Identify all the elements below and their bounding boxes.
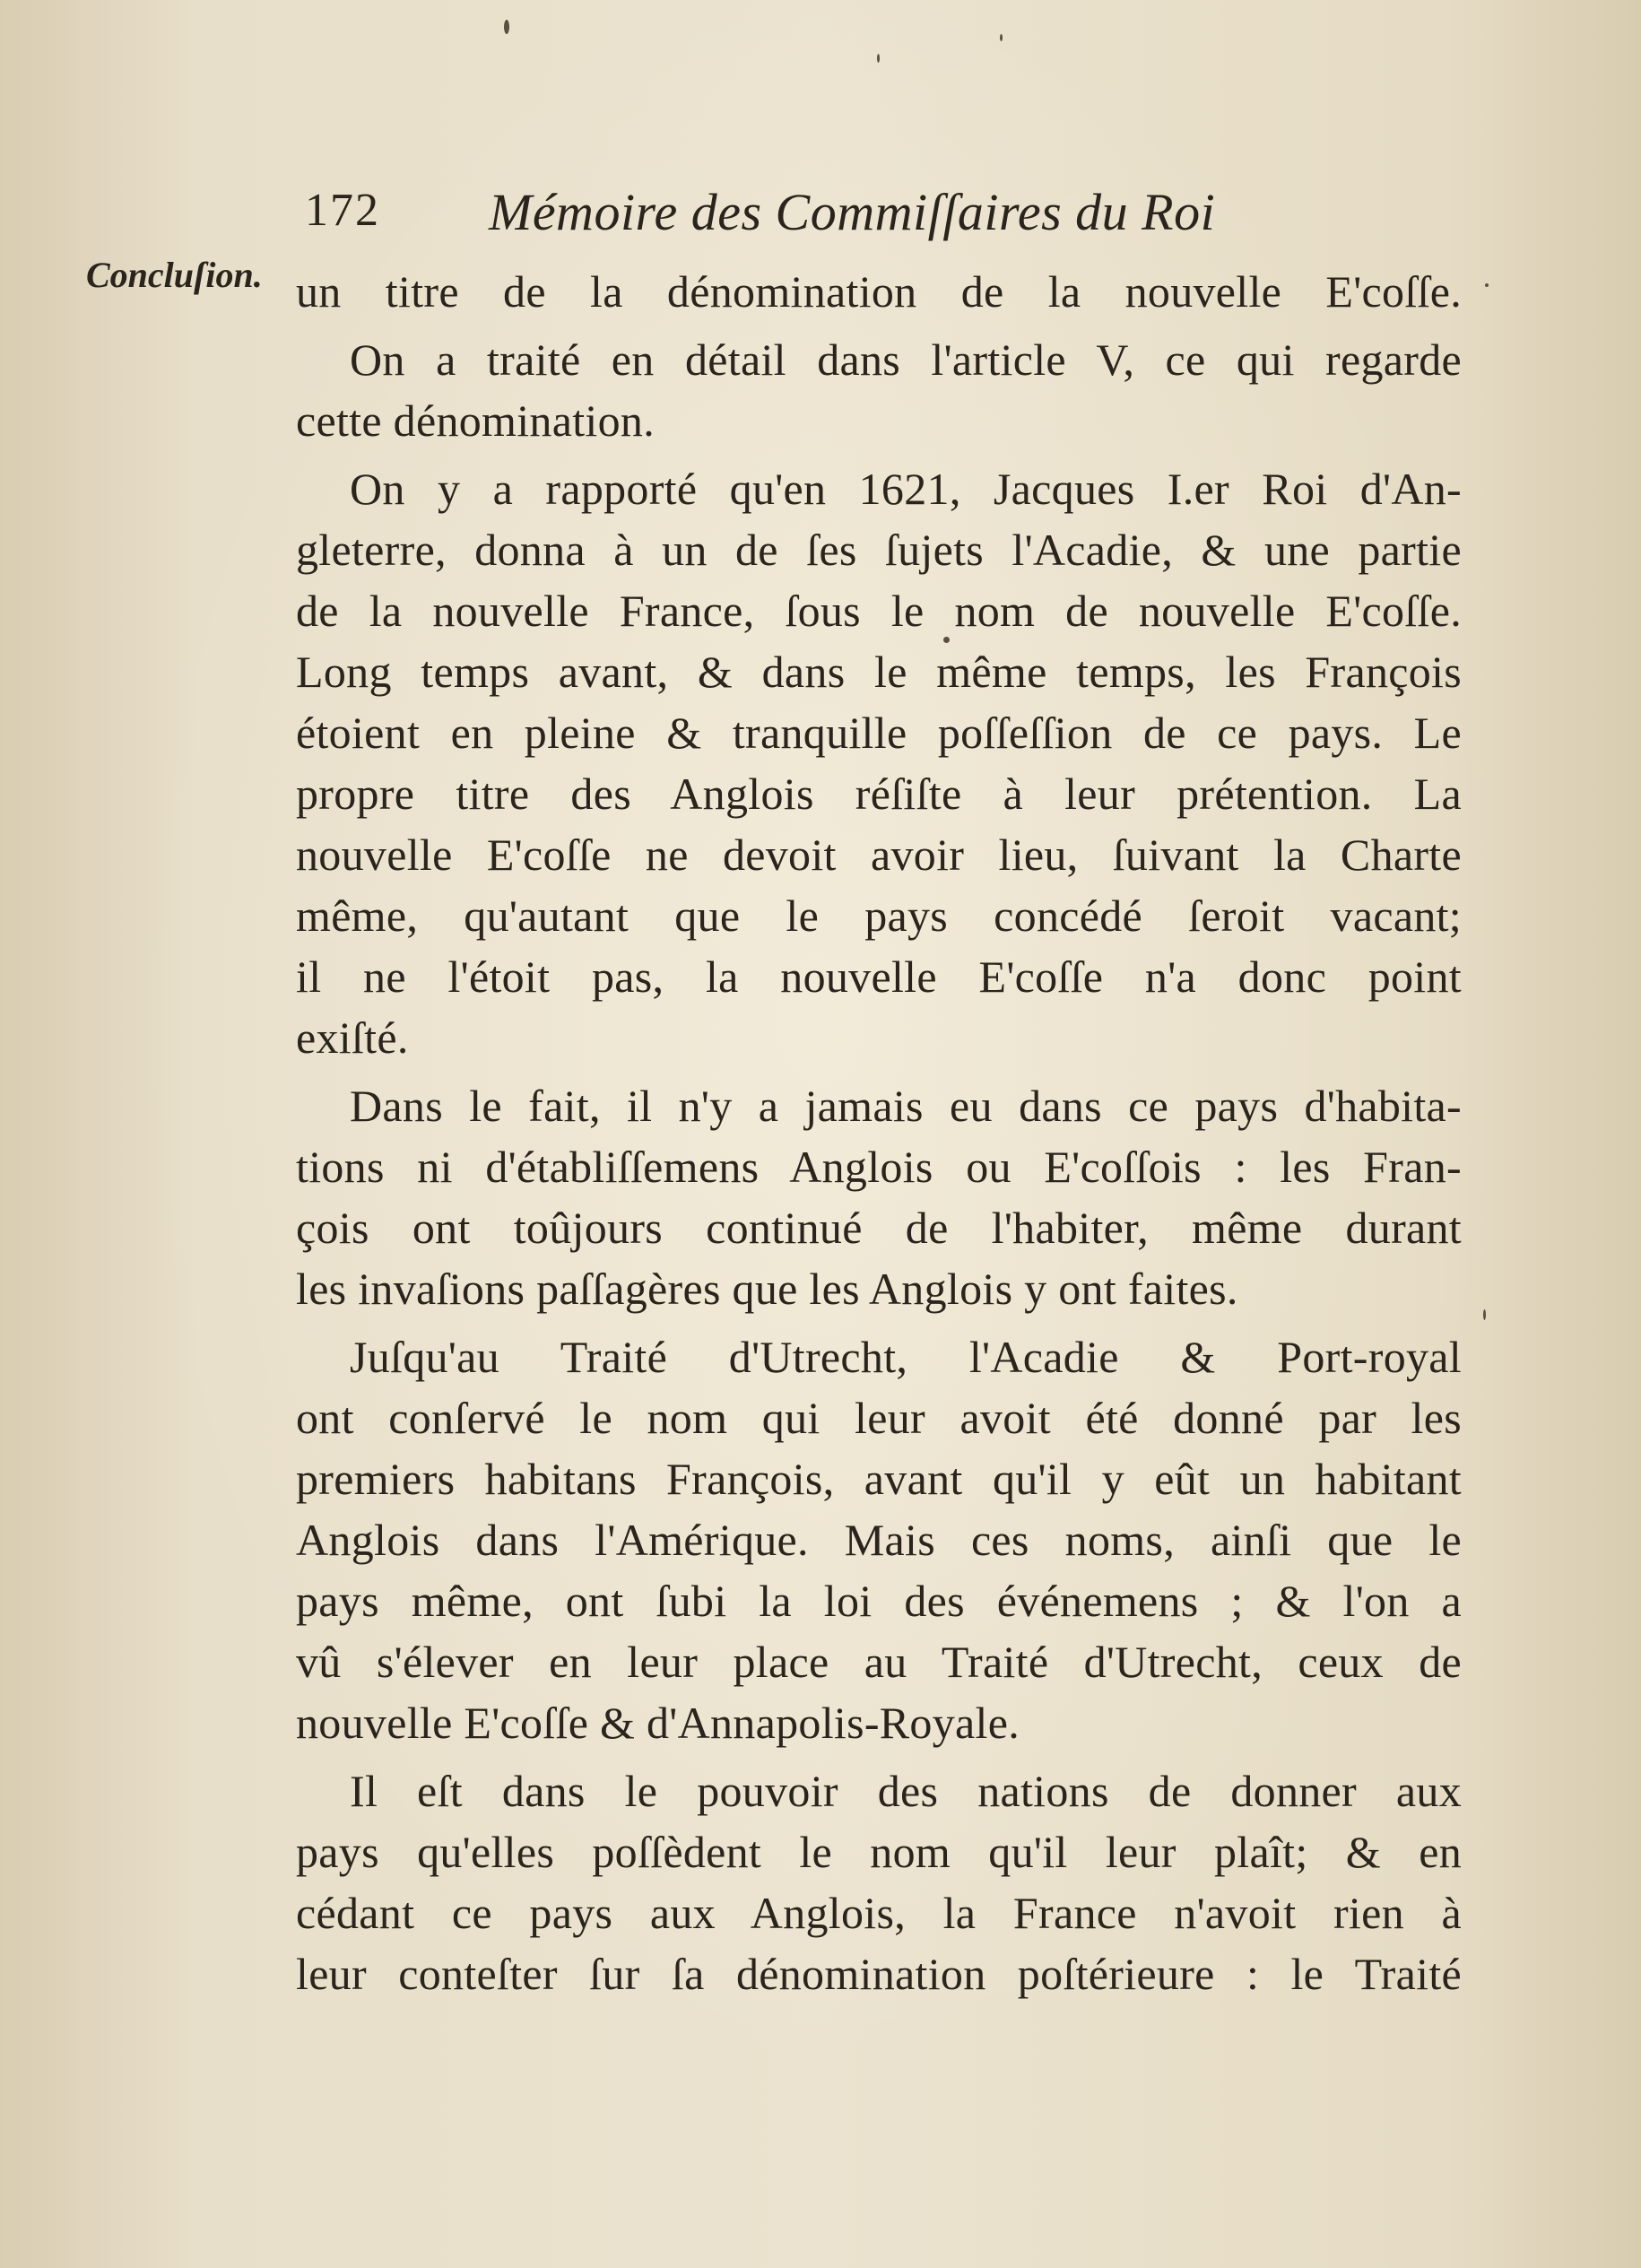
ink-speck [1000,34,1003,41]
text-line: tions ni d'établiſſemens Anglois ou E'coſſois : les Fran- [296,1142,1462,1192]
text-line: ont conſervé le nom qui leur avoit été donné par les [296,1393,1462,1443]
text-line: pays même, ont ſubi la loi des événemens ; & l'on a [296,1576,1462,1626]
text-line: les invaſions paſſagères que les Anglois y ont faites. [296,1264,1238,1314]
ink-speck [1485,283,1489,287]
text-line: nouvelle E'coſſe & d'Annapolis-Royale. [296,1698,1020,1748]
text-line: On y a rapporté qu'en 1621, Jacques I.er Roi d'An- [350,464,1462,514]
text-line: exiſté. [296,1012,409,1063]
text-line: leur conteſter ſur ſa dénomination poſtérieure : le Traité [296,1949,1462,1999]
text-line: vû s'élever en leur place au Traité d'Utrecht, ceux de [296,1637,1462,1687]
text-line: pays qu'elles poſſèdent le nom qu'il leur plaît; & en [296,1827,1462,1877]
text-line: Anglois dans l'Amérique. Mais ces noms, ainſi que le [296,1515,1462,1565]
text-line: propre titre des Anglois réſiſte à leur prétention. La [296,769,1462,819]
ink-speck [1483,1309,1486,1320]
text-line: de la nouvelle France, ſous le nom de nouvelle E'coſſe. [296,586,1462,636]
text-line: nouvelle E'coſſe ne devoit avoir lieu, ſuivant la Charte [296,830,1462,880]
text-line: Juſqu'au Traité d'Utrecht, l'Acadie & Port-royal [350,1332,1462,1382]
text-line: çois ont toûjours continué de l'habiter, même durant [296,1203,1462,1253]
text-line: étoient en pleine & tranquille poſſeſſion de ce pays. Le [296,708,1462,758]
text-line: premiers habitans François, avant qu'il y eût un habitant [296,1454,1462,1504]
text-line: cédant ce pays aux Anglois, la France n'avoit rien à [296,1888,1462,1938]
text-line: il ne l'étoit pas, la nouvelle E'coſſe n'a donc point [296,952,1462,1002]
running-title: Mémoire des Commiſſaires du Roi [489,183,1216,241]
text-line: Long temps avant, & dans le même temps, les François [296,647,1462,697]
text-line: Dans le fait, il n'y a jamais eu dans ce pays d'habita- [350,1081,1462,1131]
margin-note: Concluſion. [86,255,263,295]
text-line: gleterre, donna à un de ſes ſujets l'Acadie, & une partie [296,525,1462,575]
page-header [305,184,1255,247]
text-line: même, qu'autant que le pays concédé ſeroit vacant; [296,891,1462,941]
text-line: cette dénomination. [296,395,656,446]
ink-speck [877,54,880,63]
text-line: un titre de la dénomination de la nouvelle E'coſſe. [296,266,1462,317]
text-line: Il eſt dans le pouvoir des nations de donner aux [350,1766,1462,1816]
text-line: On a traité en détail dans l'article V, ce qui regarde [350,335,1462,385]
ink-speck [943,637,950,643]
ink-speck [504,20,509,34]
page-number: 172 [305,185,380,236]
